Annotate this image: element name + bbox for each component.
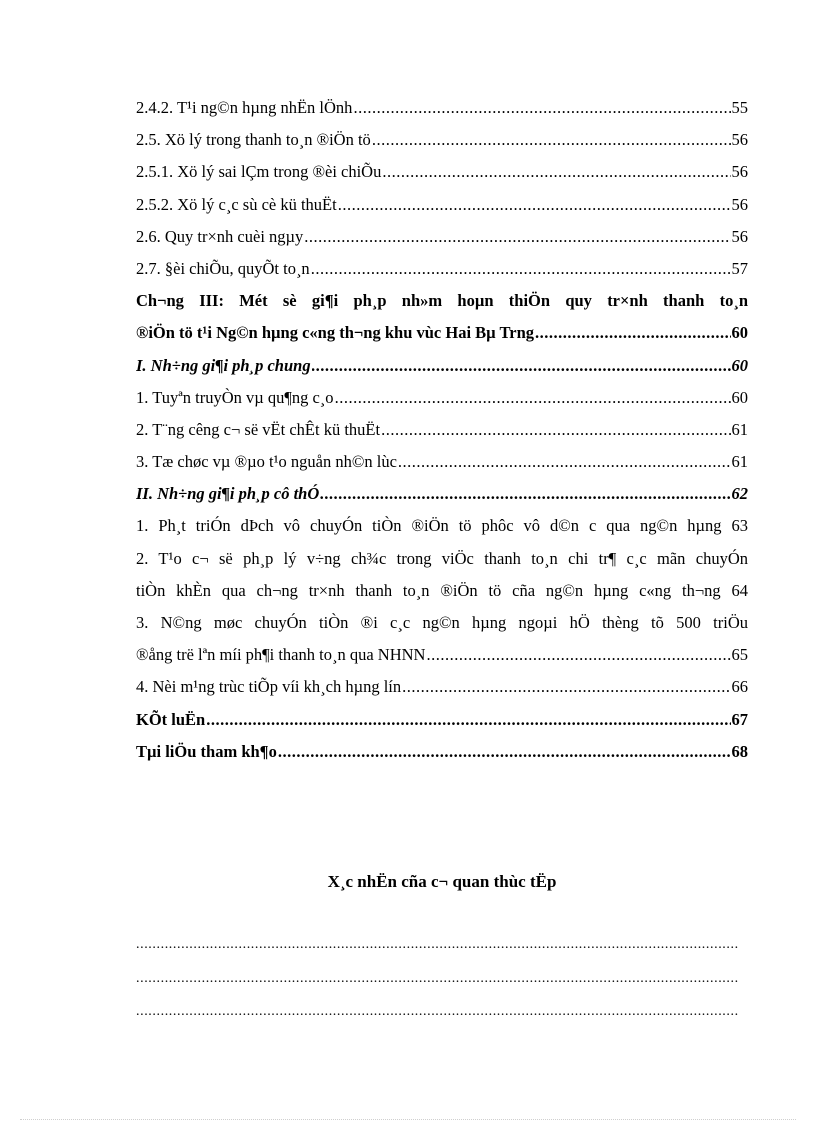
toc-entry-page: 60	[731, 387, 748, 407]
dot-leader	[402, 671, 730, 703]
dot-leader	[535, 317, 730, 349]
toc-entry-title: 2.5.2. Xö lý c¸c sù cè kü thuËt	[136, 194, 337, 214]
toc-entry-title: KÕt luËn	[136, 709, 206, 729]
dot-leader	[312, 350, 731, 382]
toc-entry-title: 1. Ph¸t triÓn dÞch vô chuyÓn tiÒn ®iÖn tö phôc vô d©n c qua ng©n hµng 63	[136, 516, 748, 536]
dot-leader	[372, 124, 731, 156]
signature-dotted-line	[136, 970, 739, 988]
toc-entry-title: 2.6. Quy tr×nh cuèi ngµy	[136, 226, 304, 246]
toc-entry-title: 2. T¨ng cêng c¬ së vËt chÊt kü thuËt	[136, 419, 381, 439]
toc-chapter-entry[interactable]	[136, 285, 748, 349]
confirmation-heading: X¸c nhËn cña c¬ quan thùc tËp	[327, 872, 557, 891]
toc-entry[interactable]	[136, 124, 748, 156]
toc-entry-page: 60	[731, 323, 748, 343]
toc-entry-title: 4. Nèi m¹ng trùc tiÕp víi kh¸ch hµng lín	[136, 677, 402, 697]
dot-leader	[398, 446, 731, 478]
toc-entry-page: 55	[731, 98, 748, 117]
dot-leader	[381, 414, 730, 446]
toc-entry-title-line2: tiÒn khÈn qua ch¬ng tr×nh thanh to¸n ®iÖn tö cña ng©n hµng c«ng th¬ng 64	[136, 580, 748, 600]
toc-references-entry[interactable]	[136, 736, 748, 768]
page-bottom-rule	[20, 1119, 796, 1120]
toc-entry[interactable]	[136, 607, 748, 671]
toc-entry-page: 66	[731, 677, 748, 697]
toc-entry-title-line1: 3. N©ng møc chuyÓn tiÒn ®i c¸c ng©n hµng ngoµi hÖ thèng tõ 500 triÖu	[136, 613, 748, 632]
toc-entry-page: 61	[731, 452, 748, 472]
toc-entry-page: 57	[731, 258, 748, 278]
dot-leader	[382, 156, 730, 188]
dot-leader	[353, 92, 730, 124]
toc-entry-page: 67	[731, 709, 748, 729]
toc-entry-page: 65	[731, 645, 748, 665]
toc-entry-title: 2.5. Xö lý trong thanh to¸n ®iÖn tö	[136, 130, 371, 150]
toc-entry-page: 61	[731, 419, 748, 439]
toc-chapter-title-line1: Ch¬ng III: Mét sè gi¶i ph¸p nh»m hoµn thiÖn quy tr×nh thanh to¸n	[136, 291, 748, 311]
dot-leader	[278, 736, 731, 768]
toc-entry[interactable]	[136, 446, 748, 478]
toc-entry[interactable]	[136, 414, 748, 446]
toc-entry-page: 60	[731, 355, 748, 375]
dot-leader	[311, 253, 731, 285]
signature-dotted-line	[136, 1003, 739, 1021]
toc-entry[interactable]	[136, 92, 748, 124]
toc-entry-title: 3. Tæ chøc vµ ®µo t¹o nguån nh©n lùc	[136, 452, 397, 472]
toc-entry-title: I. Nh÷ng gi¶i ph¸p chung	[136, 355, 311, 375]
toc-entry[interactable]	[136, 189, 748, 221]
toc-entry-title: 2.7. §èi chiÕu, quyÕt to¸n	[136, 258, 310, 278]
toc-entry[interactable]	[136, 510, 748, 542]
toc-entry[interactable]	[136, 382, 748, 414]
toc-entry[interactable]	[136, 543, 748, 607]
toc-section-entry[interactable]	[136, 478, 748, 510]
toc-entry-page: 56	[731, 226, 748, 246]
toc-entry[interactable]	[136, 221, 748, 253]
toc-entry-page: 62	[731, 484, 748, 504]
table-of-contents	[136, 92, 748, 768]
dot-leader	[338, 189, 731, 221]
toc-entry-title: 1. Tuyªn truyÒn vµ qu¶ng c¸o	[136, 387, 334, 407]
dot-leader	[206, 704, 730, 736]
dot-leader	[320, 478, 730, 510]
toc-chapter-title-line2: ®iÖn tö t¹i Ng©n hµng c«ng th¬ng khu vùc Hai Bµ Trng	[136, 323, 535, 343]
dot-leader	[335, 382, 731, 414]
signature-dotted-line	[136, 936, 739, 954]
toc-entry[interactable]	[136, 156, 748, 188]
toc-section-entry[interactable]	[136, 350, 748, 382]
toc-entry-page: 56	[731, 162, 748, 182]
toc-entry-title-line1: 2. T¹o c¬ së ph¸p lý v÷ng ch¾c trong viÖc thanh to¸n chi tr¶ c¸c mãn chuyÓn	[136, 548, 748, 568]
toc-entry-title: II. Nh÷ng gi¶i ph¸p cô thÓ	[136, 484, 320, 504]
toc-entry-page: 68	[731, 741, 748, 761]
toc-entry-title: Tµi liÖu tham kh¶o	[136, 741, 277, 761]
dot-leader	[426, 639, 730, 671]
toc-entry-page: 56	[731, 194, 748, 214]
toc-conclusion-entry[interactable]	[136, 704, 748, 736]
toc-entry-title: 2.5.1. Xö lý sai lÇm trong ®èi chiÕu	[136, 162, 382, 182]
toc-entry-title-line2: ®ång trë lªn míi ph¶i thanh to¸n qua NHNN	[136, 645, 426, 665]
toc-entry-page: 56	[731, 130, 748, 150]
toc-entry[interactable]	[136, 253, 748, 285]
toc-entry-title: 2.4.2. T¹i ng©n hµng nhËn lÖnh	[136, 98, 353, 117]
dot-leader	[304, 221, 730, 253]
toc-entry[interactable]	[136, 671, 748, 703]
